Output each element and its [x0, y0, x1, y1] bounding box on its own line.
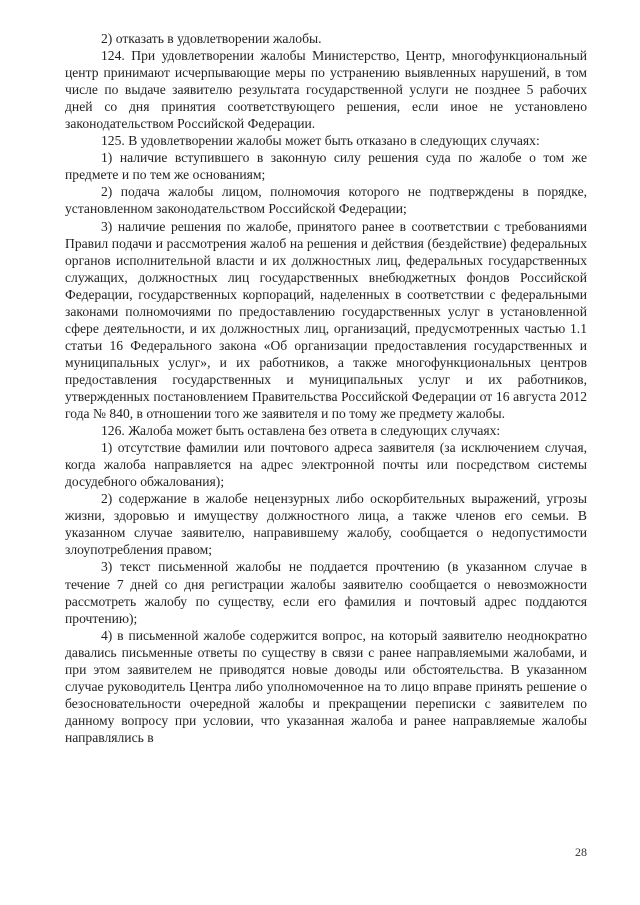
paragraph-126-item-2: 2) содержание в жалобе нецензурных либо оскорбительных выражений, угрозы жизни, здоровью и имуществу должностного лица, а также членов его семьи. В указанном случае заявителю, направившему жалобу, сообщается о недопустимости злоупотребления правом;	[65, 491, 587, 558]
paragraph-126-item-4: 4) в письменной жалобе содержится вопрос, на который заявителю неоднократно давались письменные ответы по существу в связи с ранее направляемыми жалобами, и при этом заявителем не приводятся новые доводы или обстоятельства. В указанном случае руководитель Центра либо уполномоченное на то лицо вправе принять решение о безосновательности очередной жалобы и прекращении переписки с заявителем по данному вопросу при условии, что указанная жалоба и ранее направляемые жалобы направлялись в	[65, 627, 587, 745]
paragraph-124: 124. При удовлетворении жалобы Министерство, Центр, многофункциональный центр принимают исчерпывающие меры по устранению выявленных нарушений, в том числе по выдаче заявителю результата государственной услуги не позднее 5 рабочих дней со дня принятия соответствующего решения, если иное не установлено законодательством Российской Федерации.	[65, 48, 587, 132]
paragraph-126-item-3: 3) текст письменной жалобы не поддается прочтению (в указанном случае в течение 7 дней со дня регистрации жалобы заявителю сообщается о невозможности рассмотреть жалобу по существу, если его фамилия и почтовый адрес поддаются прочтению);	[65, 559, 587, 626]
paragraph-125-item-1: 1) наличие вступившего в законную силу решения суда по жалобе о том же предмете и по тем же основаниям;	[65, 150, 587, 183]
document-body	[65, 30, 587, 746]
paragraph-126-item-1: 1) отсутствие фамилии или почтового адреса заявителя (за исключением случая, когда жалоба направляется на адрес электронной почты или посредством системы досудебного обжалования);	[65, 440, 587, 490]
paragraph-125-item-2: 2) подача жалобы лицом, полномочия которого не подтверждены в порядке, установленном законодательством Российской Федерации;	[65, 184, 587, 217]
paragraph-125-item-3: 3) наличие решения по жалобе, принятого ранее в соответствии с требованиями Правил подачи и рассмотрения жалоб на решения и действия (бездействие) федеральных органов исполнительной власти и их должностных лиц, федеральных государственных служащих, должностных лиц государственных внебюджетных фондов Российской Федерации, государственных корпораций, наделенных в соответствии с федеральными законами полномочиями по предоставлению государственных услуг в установленной сфере деятельности, и их должностных лиц, организаций, предусмотренных частью 1.1 статьи 16 Федерального закона «Об организации предоставления государственных и муниципальных услуг», и их работников, а также многофункциональных центров предоставления государственных и муниципальных услуг и их работников, утвержденных постановлением Правительства Российской Федерации от 16 августа 2012 года № 840, в отношении того же заявителя и по тому же предмету жалобы.	[65, 218, 587, 422]
page-number: 28	[575, 845, 587, 859]
paragraph-decision-reject: 2) отказать в удовлетворении жалобы.	[101, 31, 322, 46]
paragraph-126: 126. Жалоба может быть оставлена без ответа в следующих случаях:	[101, 423, 501, 439]
paragraph-125: 125. В удовлетворении жалобы может быть отказано в следующих случаях:	[101, 133, 540, 149]
